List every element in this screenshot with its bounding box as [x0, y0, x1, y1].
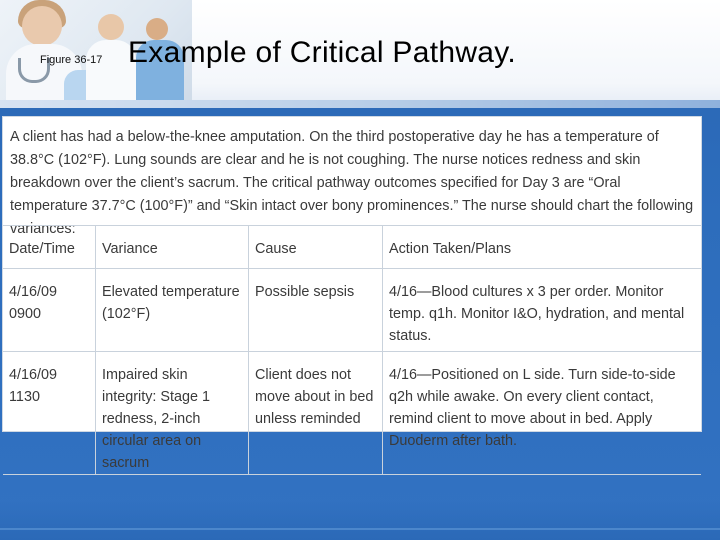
scenario-text: A client has had a below-the-knee amputation. On the third postoperative day he has a temperature of 38.8°C (102°F). Lung sounds are clear and he is not coughing. The nurse notices redness and skin breakdown over the client’s sacrum. The critical pathway outcomes specified for Day 3 are “Oral temperature 37.7°C (100°F)” and “Skin intact over bony prominences.” The nurse should chart the following variances:: [10, 129, 694, 237]
cell-variance: Impaired skin integrity: Stage 1 redness, 2-inch circular area on sacrum: [96, 352, 249, 475]
cell-action: 4/16—Blood cultures x 3 per order. Monitor temp. q1h. Monitor I&O, hydration, and mental status.: [383, 269, 702, 352]
column-header-variance: Variance: [96, 226, 249, 269]
table-header-row: [3, 226, 701, 269]
header-divider: [0, 100, 720, 108]
cell-date-time: 4/16/09 0900: [3, 269, 96, 352]
table-row: [3, 269, 701, 352]
slide-title: Example of Critical Pathway.: [128, 36, 516, 69]
bottom-line: [0, 528, 720, 530]
bottom-glow: [0, 500, 720, 540]
column-header-cause: Cause: [249, 226, 383, 269]
figure-caption: Figure 36-17: [40, 54, 103, 66]
column-header-action: Action Taken/Plans: [383, 226, 702, 269]
cell-variance: Elevated temperature (102°F): [96, 269, 249, 352]
slide-header: [0, 0, 720, 104]
figure-panel: [2, 116, 702, 471]
cell-action: 4/16—Positioned on L side. Turn side-to-side q2h while awake. On every client contact, remind client to move about in bed. Apply Duoderm after bath.: [383, 352, 702, 475]
cell-cause: Client does not move about in bed unless reminded: [249, 352, 383, 475]
table-row: [3, 352, 701, 475]
cell-cause: Possible sepsis: [249, 269, 383, 352]
variance-table: [3, 225, 701, 475]
cell-date-time: 4/16/09 1130: [3, 352, 96, 475]
column-header-date-time: Date/Time: [3, 226, 96, 269]
